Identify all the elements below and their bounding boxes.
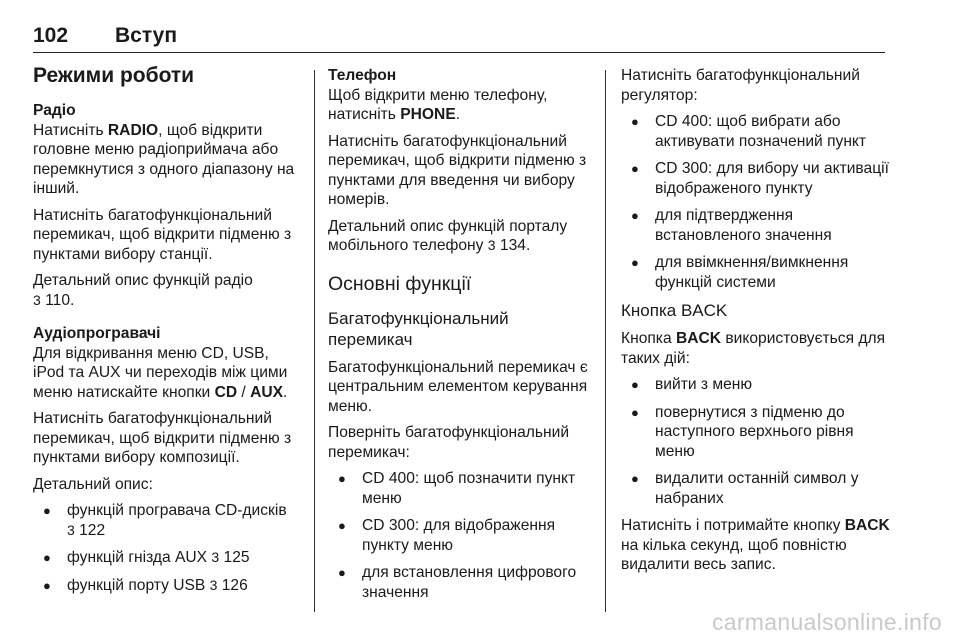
list-item: ● CD 300: для вибору чи активації відображеного пункту	[621, 159, 891, 198]
column-divider-2	[605, 70, 606, 612]
modes-heading: Режими роботи	[33, 64, 195, 87]
reference-arrow-icon: 3	[209, 576, 218, 593]
phone-paragraph-1: Щоб відкрити меню телефону, натисніть PHONE.	[328, 86, 548, 123]
audio-paragraph-2: Натисніть багатофункціональний перемикач, щоб відкрити підменю з пунктами вибору композиції.	[33, 410, 292, 466]
column-1	[33, 64, 303, 603]
list-item: ● функцій програвача CD-дисків 3 122	[33, 501, 303, 540]
list-item: ● повернутися з підменю до наступного верхнього рівня меню	[621, 403, 891, 462]
list-item: ● CD 300: для відображення пункту меню	[328, 516, 593, 555]
multifunction-knob-heading: Багатофункціональний перемикач	[328, 308, 509, 349]
reference-arrow-icon: 3	[487, 237, 496, 253]
audio-paragraph-3: Детальний опис:	[33, 475, 153, 493]
press-paragraph: Натисніть багатофункціональний регулятор:	[621, 67, 860, 104]
column-3	[621, 66, 891, 582]
phone-paragraph-3: Детальний опис функцій порталу мобільного телефону 3 134.	[328, 217, 568, 254]
reference-arrow-icon: 3	[211, 549, 220, 565]
list-item: ● функцій порту USB 3 126	[33, 576, 303, 596]
back-bullet-list	[621, 375, 891, 508]
column-2	[328, 66, 593, 610]
list-item: ● CD 400: щоб вибрати або активувати позначений пункт	[621, 112, 891, 151]
list-item: ● для ввімкнення/вимкнення функцій системи	[621, 253, 891, 292]
audio-subheading: Аудіопрогравачі	[33, 325, 161, 342]
radio-key: RADIO	[107, 121, 159, 139]
section-title: Вступ	[115, 24, 178, 47]
back-button-heading: Кнопка BACK	[621, 301, 728, 320]
multifunction-paragraph-1: Багатофункціональний перемикач є центральним елементом керування меню.	[328, 358, 588, 415]
basic-functions-heading: Основні функції	[328, 272, 472, 295]
list-item: ● функцій гнізда AUX 3 125	[33, 548, 303, 568]
list-item: ● вийти з меню	[621, 375, 891, 395]
back-paragraph-1: Кнопка BACK використовується для таких дій:	[621, 330, 886, 367]
column-divider-1	[314, 70, 315, 612]
page-number: 102	[33, 24, 69, 47]
audio-bullet-list	[33, 501, 303, 595]
list-item: ● видалити останній символ у набраних	[621, 469, 891, 508]
press-bullet-list	[621, 112, 891, 292]
multifunction-paragraph-2: Поверніть багатофункціональний перемикач:	[328, 424, 570, 461]
radio-paragraph-3: Детальний опис функцій радіо 3 110.	[33, 272, 253, 309]
watermark: carmanualsonline.info	[711, 609, 942, 635]
phone-subheading: Телефон	[328, 67, 397, 84]
radio-paragraph-2: Натисніть багатофункціональний перемикач, щоб відкрити підменю з пунктами вибору станції.	[33, 206, 292, 263]
phone-paragraph-2: Натисніть багатофункціональний перемикач, щоб відкрити підменю з пунктами для введення чи вибору номерів.	[328, 132, 587, 208]
list-item: ● для встановлення цифрового значення	[328, 563, 593, 602]
radio-paragraph-1: Натисніть RADIO, щоб відкрити головне меню радіоприймача або перемкнутися з одного діапазону на інший.	[33, 121, 295, 197]
list-item: ● CD 400: щоб позначити пункт меню	[328, 469, 593, 508]
reference-arrow-icon: 3	[67, 521, 75, 538]
audio-paragraph-1: Для відкривання меню CD, USB, iPod та AUX чи переходів між цими меню натискайте кнопки CD / AUX.	[33, 344, 288, 401]
reference-arrow-icon: 3	[33, 291, 41, 308]
radio-subheading: Радіо	[33, 102, 76, 119]
back-paragraph-2: Натисніть і потримайте кнопку BACK на кілька секунд, щоб повністю видалити весь запис.	[621, 517, 890, 573]
rotate-bullet-list	[328, 469, 593, 602]
list-item: ● для підтвердження встановленого значення	[621, 206, 891, 245]
page-header	[33, 24, 885, 53]
